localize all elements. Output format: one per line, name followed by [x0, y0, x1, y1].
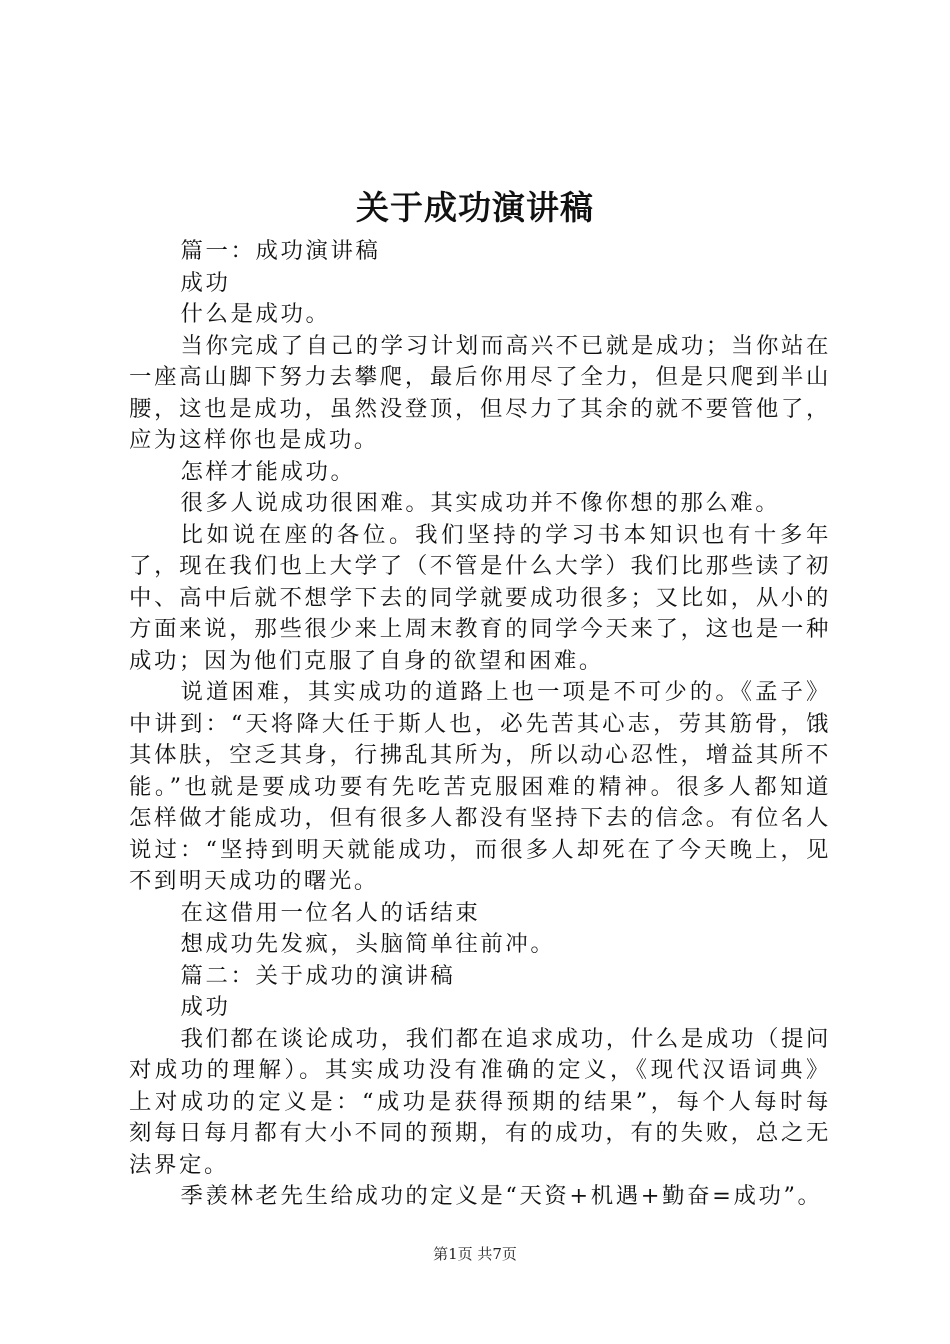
paragraph: 怎样才能成功。	[180, 458, 356, 485]
paragraph: 比如说在座的各位。我们坚持的学习书本知识也有十多年了，现在我们也上大学了（不管是什么大学）我们比那些读了初中、高中后就不想学下去的同学就要成功很多；又比如，从小的方面来说，那些很少来上周末教育的同学今天来了，这也是一种成功；因为他们克服了自身的欲望和困难。	[129, 521, 831, 674]
paragraph: 什么是成功。	[180, 301, 331, 327]
paragraph: 篇一：成功演讲稿	[180, 238, 381, 264]
paragraph: 想成功先发疯，头脑简单往前冲。	[180, 931, 556, 957]
page-footer: 第1页 共7页	[433, 1245, 517, 1263]
document-title: 关于成功演讲稿	[356, 188, 594, 227]
paragraph: 成功	[180, 269, 231, 296]
paragraph: 当你完成了自己的学习计划而高兴不已就是成功；当你站在一座高山脚下努力去攀爬，最后你用尽了全力，但是只爬到半山腰，这也是成功，虽然没登顶，但尽力了其余的就不要管他了，应为这样你也是成功。	[129, 332, 831, 453]
paragraph: 季羡林老先生给成功的定义是“天资+机遇+勤奋=成功”。	[180, 1183, 823, 1209]
paragraph: 说道困难，其实成功的道路上也一项是不可少的。《孟子》中讲到：“天将降大任于斯人也，必先苦其心志，劳其筋骨，饿其体肤，空乏其身，行拂乱其所为，所以动心忍性，增益其所不能。”也就是要成功要有先吃苦克服困难的精神。很多人都知道怎样做才能成功，但有很多人都没有坚持下去的信念。有位名人说过：“坚持到明天就能成功，而很多人却死在了今天晚上，见不到明天成功的曙光。	[129, 679, 831, 894]
paragraph: 在这借用一位名人的话结束	[180, 899, 481, 926]
document-body	[129, 236, 831, 1213]
paragraph: 成功	[180, 994, 231, 1020]
paragraph: 篇二：关于成功的演讲稿	[180, 962, 456, 989]
paragraph: 很多人说成功很困难。其实成功并不像你想的那么难。	[180, 490, 781, 516]
paragraph: 我们都在谈论成功，我们都在追求成功，什么是成功（提问对成功的理解）。其实成功没有准确的定义，《现代汉语词典》上对成功的定义是：“成功是获得预期的结果”，每个人每时每刻每日每月都有大小不同的预期，有的成功，有的失败，总之无法界定。	[129, 1025, 831, 1178]
